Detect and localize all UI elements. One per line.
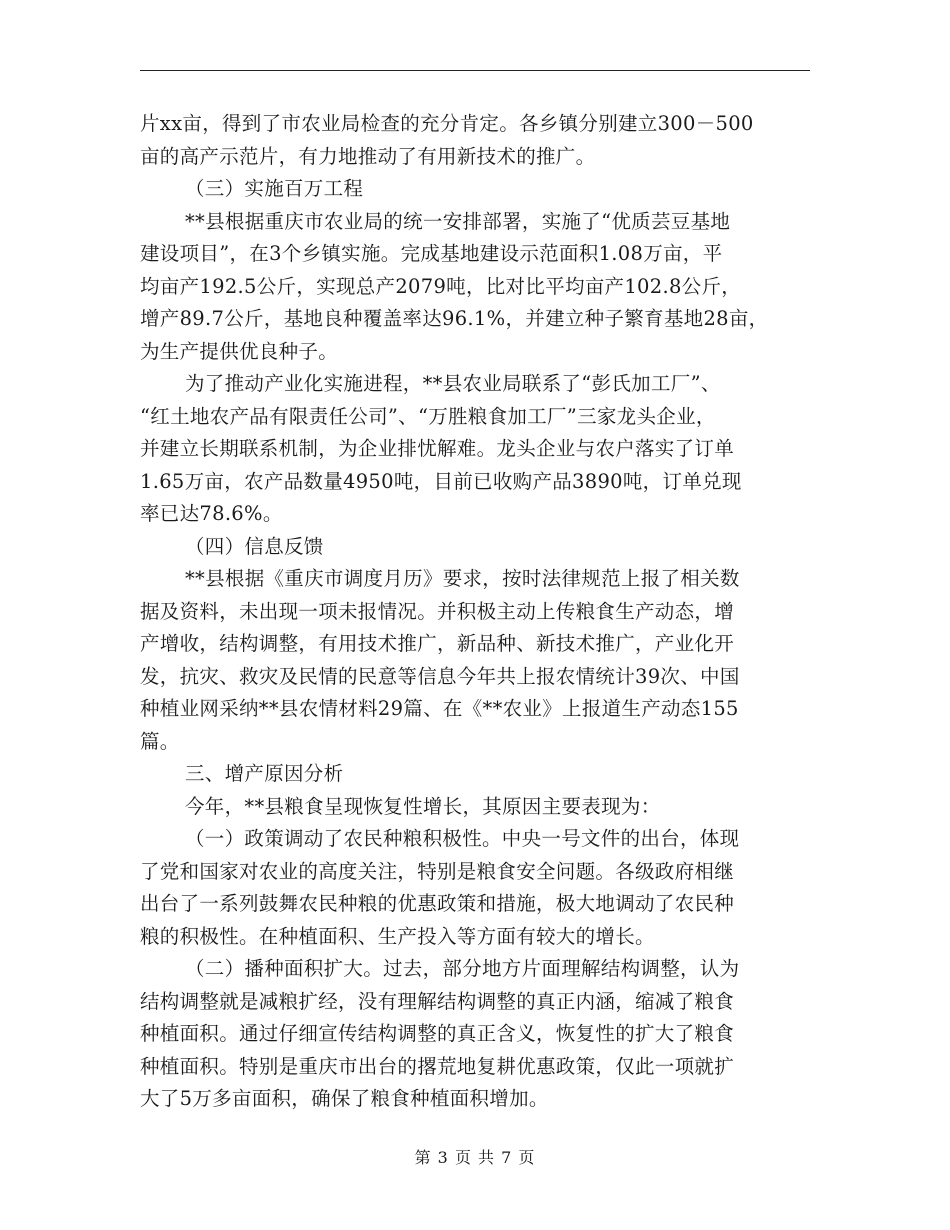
header-rule [140,70,810,71]
text-line: 种植业网采纳**县农情材料29篇、在《**农业》上报道生产动态155 [140,697,739,720]
text-line: 产增收，结构调整，有用技术推广，新品种、新技术推广，产业化开 [140,632,735,655]
text-line: 增产89.7公斤，基地良种覆盖率达96.1%，并建立种子繁育基地28亩， [140,307,769,330]
text-line: 片xx亩，得到了市农业局检查的充分肯定。各乡镇分别建立300－500 [140,112,754,135]
text-line: 出台了一系列鼓舞农民种粮的优惠政策和措施，极大地调动了农民种 [140,892,735,915]
text-line: 今年，**县粮食呈现恢复性增长，其原因主要表现为： [185,794,661,818]
text-line: 为了推动产业化实施进程，**县农业局联系了“彭氏加工厂”、 [185,372,721,395]
text-line: 粮的积极性。在种植面积、生产投入等方面有较大的增长。 [140,924,655,948]
text-line: 并建立长期联系机制，为企业排忧解难。龙头企业与农户落实了订单 [140,437,735,460]
text-line: 建设项目”，在3个乡镇实施。完成基地建设示范面积1.08万亩，平 [140,242,723,265]
text-line: （二）播种面积扩大。过去，部分地方片面理解结构调整，认为 [185,957,740,980]
text-line: 大了5万多亩面积，确保了粮食种植面积增加。 [140,1087,549,1110]
text-line: 1.65万亩，农产品数量4950吨，目前已收购产品3890吨，订单兑现 [140,469,742,493]
text-line: 为生产提供优良种子。 [140,339,339,363]
text-line: 种植面积。通过仔细宣传结构调整的真正含义，恢复性的扩大了粮食 [140,1022,735,1045]
text-line: “红土地农产品有限责任公司”、“万胜粮食加工厂”三家龙头企业， [140,404,716,428]
text-line: 种植面积。特别是重庆市出台的撂荒地复耕优惠政策，仅此一项就扩 [140,1054,735,1078]
text-line: **县根据重庆市农业局的统一安排部署，实施了“优质芸豆基地 [185,209,731,233]
text-line: 篇。 [140,729,180,753]
text-line: 亩的高产示范片，有力地推动了有用新技术的推广。 [140,144,596,168]
text-line: 三、增产原因分析 [185,762,344,785]
text-line: （一）政策调动了农民种粮积极性。中央一号文件的出台，体现 [185,827,740,850]
text-line: 均亩产192.5公斤，实现总产2079吨，比对比平均亩产102.8公斤， [140,274,742,298]
text-line: 率已达78.6%。 [140,502,283,525]
text-line: 了党和国家对农业的高度关注，特别是粮食安全问题。各级政府相继 [140,859,735,883]
text-line: 发，抗灾、救灾及民情的民意等信息今年共上报农情统计39次、中国 [140,664,740,688]
text-line: （三）实施百万工程 [185,177,364,200]
text-line: 结构调整就是减粮扩经，没有理解结构调整的真正内涵，缩减了粮食 [140,989,735,1013]
text-line: **县根据《重庆市调度月历》要求，按时法律规范上报了相关数 [185,567,740,590]
text-line: （四）信息反馈 [185,534,324,558]
text-line: 据及资料，未出现一项未报情况。并积极主动上传粮食生产动态，增 [140,599,735,623]
body-text [140,108,812,1116]
page-footer: 第 3 页 共 7 页 [414,1148,536,1167]
